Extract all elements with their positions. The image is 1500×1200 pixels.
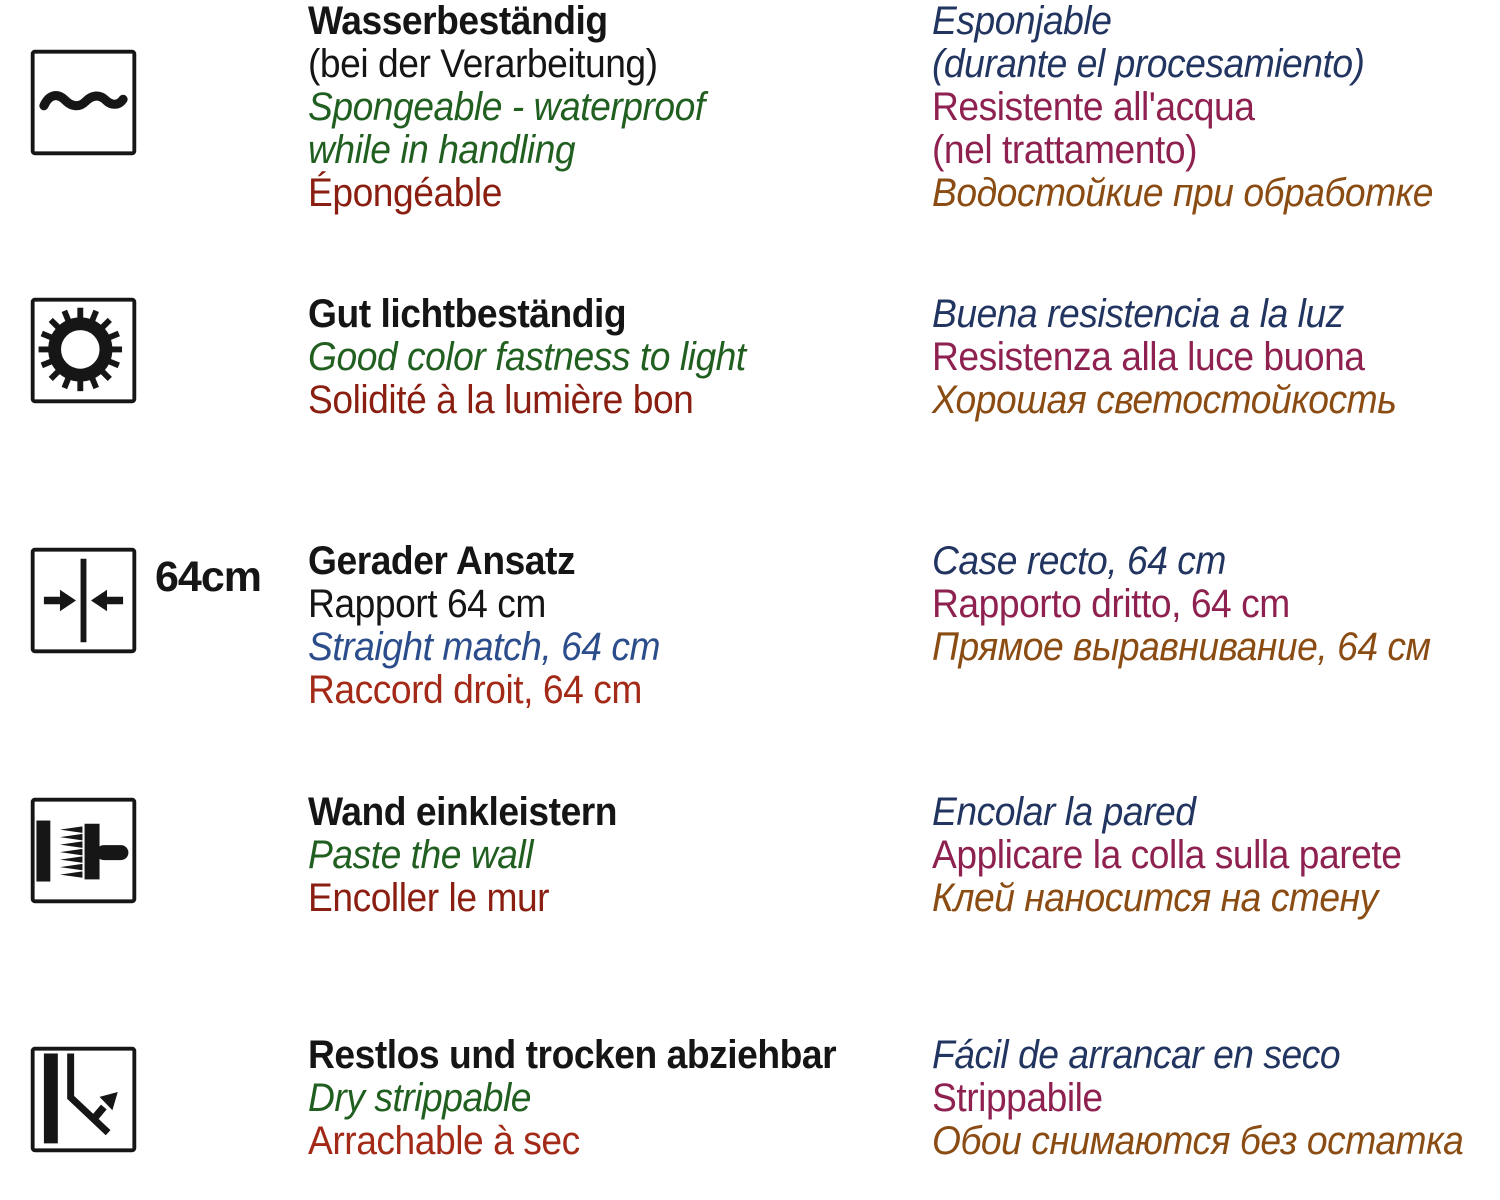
- label-french: Raccord droit, 64 cm: [308, 668, 642, 712]
- wave-icon-box: [30, 49, 137, 156]
- legend-row-straight-match: [0, 540, 1500, 785]
- paste-brush-icon-box: [30, 797, 137, 904]
- labels-es-it-ru: [932, 1034, 1500, 1163]
- label-english: Spongeable - waterproof: [308, 85, 705, 129]
- labels-de-en-fr: [308, 791, 640, 920]
- label-german-title: Wand einkleistern: [308, 790, 618, 834]
- label-russian: Прямое выравнивание, 64 см: [932, 625, 1431, 669]
- wave-icon: [30, 49, 137, 156]
- label-french: Encoller le mur: [308, 876, 550, 920]
- label-spanish-cont: (durante el procesamiento): [932, 42, 1365, 86]
- label-english: Straight match, 64 cm: [308, 625, 661, 669]
- label-german-sub: Rapport 64 cm: [308, 582, 546, 626]
- straight-match-icon-box: [30, 547, 137, 654]
- label-russian: Обои снимаются без остатка: [932, 1119, 1464, 1163]
- label-italian-cont: (nel trattamento): [932, 128, 1198, 172]
- label-french: Épongéable: [308, 171, 502, 215]
- label-german-title: Gerader Ansatz: [308, 539, 576, 583]
- legend-row-paste-the-wall: [0, 791, 1500, 1036]
- labels-es-it-ru: [932, 540, 1468, 669]
- label-english-cont: while in handling: [308, 128, 576, 172]
- label-german-title: Restlos und trocken abziehbar: [308, 1033, 837, 1077]
- labels-es-it-ru: [932, 791, 1437, 920]
- sun-gear-icon-box: [30, 297, 137, 404]
- label-english: Dry strippable: [308, 1076, 531, 1120]
- dry-strippable-icon: [30, 1046, 137, 1153]
- label-german-title: Wasserbeständig: [308, 0, 608, 43]
- label-italian: Strippabile: [932, 1076, 1103, 1120]
- label-french: Solidité à la lumière bon: [308, 378, 694, 422]
- legend-row-lightfastness: [0, 293, 1500, 538]
- label-german-sub: (bei der Verarbeitung): [308, 42, 658, 86]
- label-german-title: Gut lichtbeständig: [308, 292, 627, 336]
- labels-de-en-fr: [308, 293, 779, 422]
- pattern-repeat-size-label: 64cm: [155, 553, 261, 601]
- strip-peel-icon-box: [30, 1046, 137, 1153]
- sun-gear-icon: [30, 297, 137, 404]
- label-spanish: Esponjable: [932, 0, 1112, 43]
- label-italian: Resistenza alla luce buona: [932, 335, 1365, 379]
- labels-es-it-ru: [932, 0, 1471, 215]
- legend-row-dry-strippable: [0, 1034, 1500, 1200]
- straight-match-icon: [30, 547, 137, 654]
- label-russian: Клей наносится на стену: [932, 876, 1378, 920]
- label-french: Arrachable à sec: [308, 1119, 580, 1163]
- label-russian: Хорошая светостойкость: [932, 378, 1397, 422]
- labels-es-it-ru: [932, 293, 1431, 422]
- label-italian: Rapporto dritto, 64 cm: [932, 582, 1290, 626]
- label-italian: Applicare la colla sulla parete: [932, 833, 1402, 877]
- labels-de-en-fr: [308, 0, 735, 215]
- labels-de-en-fr: [308, 1034, 876, 1163]
- labels-de-en-fr: [308, 540, 687, 712]
- label-spanish: Fácil de arrancar en seco: [932, 1033, 1341, 1077]
- label-spanish: Case recto, 64 cm: [932, 539, 1226, 583]
- paste-the-wall-brush-icon: [30, 797, 137, 904]
- legend-row-spongeable: [0, 0, 1500, 245]
- label-english: Good color fastness to light: [308, 335, 746, 379]
- label-russian: Водостойкие при обработке: [932, 171, 1433, 215]
- label-english: Paste the wall: [308, 833, 534, 877]
- label-italian: Resistente all'acqua: [932, 85, 1255, 129]
- label-spanish: Encolar la pared: [932, 790, 1196, 834]
- label-spanish: Buena resistencia a la luz: [932, 292, 1344, 336]
